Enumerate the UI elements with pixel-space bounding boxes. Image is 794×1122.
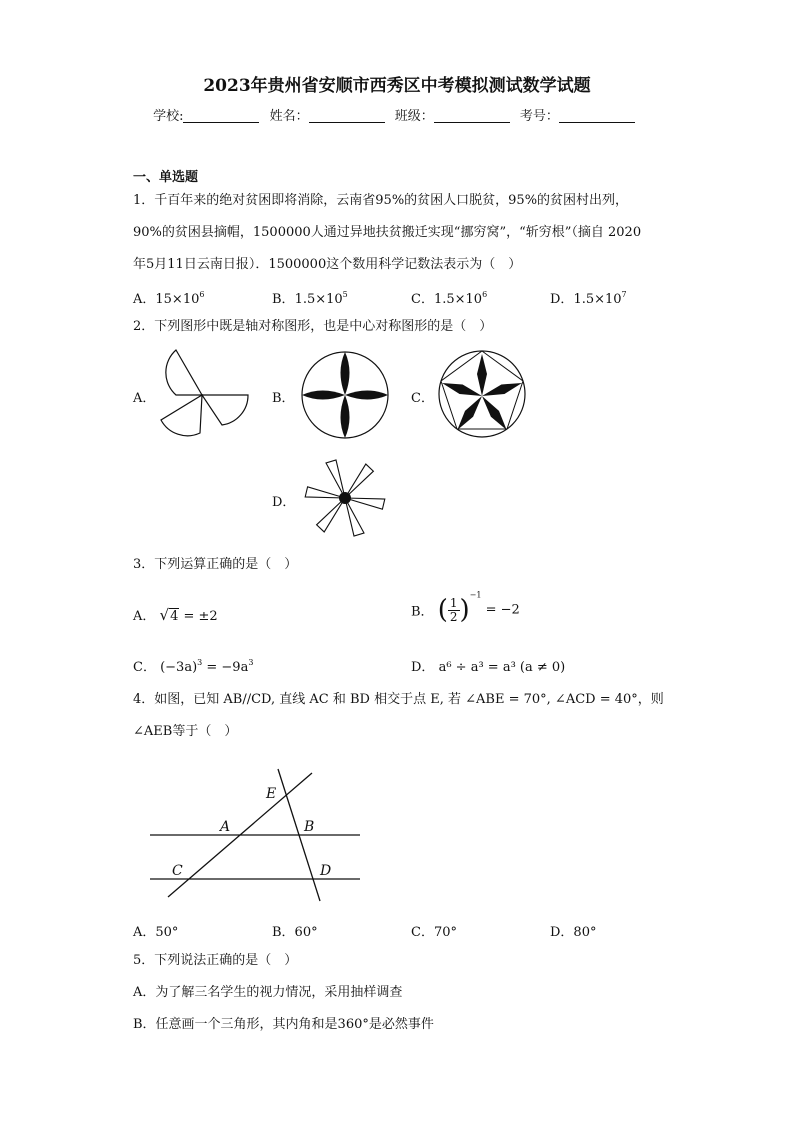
section-heading: 一、单选题 bbox=[133, 170, 199, 185]
point-a-label: A bbox=[220, 819, 231, 835]
option-a-rhs: = ±2 bbox=[183, 609, 218, 624]
student-info-line bbox=[0, 105, 794, 124]
exponent: 3 bbox=[197, 658, 203, 667]
q4-option-a: A．50° bbox=[133, 925, 179, 940]
option-c-lhs: (−3a) bbox=[160, 660, 198, 675]
option-label: C． bbox=[411, 292, 434, 307]
q3-option-c bbox=[133, 656, 253, 675]
q1-line-3: 年5月11日云南日报）．1500000这个数用科学记数法表示为（ ） bbox=[133, 257, 522, 272]
q1-line-1: 1．千百年来的绝对贫困即将消除，云南省95%的贫困人口脱贫，95%的贫困村出列， bbox=[133, 193, 629, 208]
exponent: −1 bbox=[469, 590, 482, 600]
figure-b-four-petals bbox=[300, 350, 390, 440]
q3-option-d bbox=[411, 656, 565, 675]
school-label: 学校: bbox=[153, 109, 184, 124]
page-title: 2023年贵州省安顺市西秀区中考模拟测试数学试题 bbox=[203, 76, 591, 96]
option-exponent: 6 bbox=[199, 290, 205, 299]
q1-option-b bbox=[272, 288, 348, 307]
option-label: A． bbox=[133, 609, 156, 624]
q2-label-a: A． bbox=[133, 391, 156, 406]
fraction-numerator: 1 bbox=[449, 595, 458, 610]
point-e-label: E bbox=[266, 786, 277, 802]
q4-geometry-figure bbox=[140, 765, 370, 905]
option-label: A． bbox=[133, 292, 156, 307]
point-c-label: C bbox=[172, 863, 183, 879]
name-label: 姓名： bbox=[269, 109, 309, 124]
q1-option-a bbox=[133, 288, 204, 307]
q4-line-2: ∠AEB等于（ ） bbox=[133, 724, 238, 739]
radicand: 4 bbox=[170, 609, 179, 624]
q1-option-d bbox=[550, 288, 627, 307]
right-paren: ) bbox=[459, 595, 470, 625]
class-blank bbox=[434, 109, 510, 123]
fraction-denominator: 2 bbox=[449, 609, 458, 624]
exponent: 3 bbox=[248, 658, 254, 667]
option-label: B． bbox=[272, 292, 295, 307]
q5-option-b: B．任意画一个三角形，其内角和是360°是必然事件 bbox=[133, 1017, 434, 1032]
option-exponent: 7 bbox=[621, 290, 627, 299]
option-label: B． bbox=[411, 604, 434, 620]
option-value: 1.5×10 bbox=[294, 292, 343, 307]
option-value: 1.5×10 bbox=[573, 292, 622, 307]
option-b-rhs: = −2 bbox=[485, 602, 520, 618]
option-label: D． bbox=[550, 292, 574, 307]
q1-option-c bbox=[411, 288, 487, 307]
option-label: C． bbox=[133, 660, 156, 675]
option-d-expression: a⁶ ÷ a³ = a³ (a ≠ 0) bbox=[438, 660, 566, 675]
exam-number-label: 考号： bbox=[519, 109, 559, 124]
option-label: D． bbox=[411, 660, 435, 675]
school-blank bbox=[183, 109, 259, 123]
name-blank bbox=[309, 109, 385, 123]
q3-stem: 3．下列运算正确的是（ ） bbox=[133, 557, 298, 572]
option-value: 1.5×10 bbox=[433, 292, 483, 307]
q3-option-a bbox=[133, 605, 218, 624]
fraction-one-half bbox=[448, 597, 460, 624]
option-exponent: 5 bbox=[342, 290, 348, 299]
exam-number-blank bbox=[559, 109, 635, 123]
class-label: 班级： bbox=[394, 109, 434, 124]
q4-option-b: B．60° bbox=[272, 925, 318, 940]
q3-option-b bbox=[411, 590, 520, 625]
option-c-rhs: = −9a bbox=[206, 660, 249, 675]
figure-c-pentagon-star bbox=[437, 349, 527, 439]
option-value: 15×10 bbox=[155, 292, 200, 307]
q2-stem: 2．下列图形中既是轴对称图形，也是中心对称图形的是（ ） bbox=[133, 319, 493, 334]
point-d-label: D bbox=[320, 863, 332, 879]
option-exponent: 6 bbox=[482, 290, 488, 299]
figure-d-windmill bbox=[300, 458, 390, 542]
q2-label-b: B． bbox=[272, 391, 295, 406]
q4-option-d: D．80° bbox=[550, 925, 597, 940]
q4-option-c: C．70° bbox=[411, 925, 457, 940]
figure-a-pinwheel bbox=[155, 345, 250, 440]
q4-line-1: 4．如图，已知 AB//CD, 直线 AC 和 BD 相交于点 E, 若 ∠ABE = 70°, ∠ACD = 40°，则 bbox=[133, 692, 664, 707]
q2-label-c: C． bbox=[411, 391, 434, 406]
q5-option-a: A．为了解三名学生的视力情况，采用抽样调查 bbox=[133, 985, 403, 1000]
q5-stem: 5．下列说法正确的是（ ） bbox=[133, 953, 298, 968]
q1-line-2: 90%的贫困县摘帽，1500000人通过异地扶贫搬迁实现“挪穷窝”，“斩穷根”（摘自 2020 bbox=[133, 225, 642, 240]
left-paren: ( bbox=[437, 595, 448, 625]
q2-label-d: D． bbox=[272, 495, 296, 510]
point-b-label: B bbox=[304, 819, 315, 835]
sqrt-sign: √ bbox=[159, 606, 170, 624]
